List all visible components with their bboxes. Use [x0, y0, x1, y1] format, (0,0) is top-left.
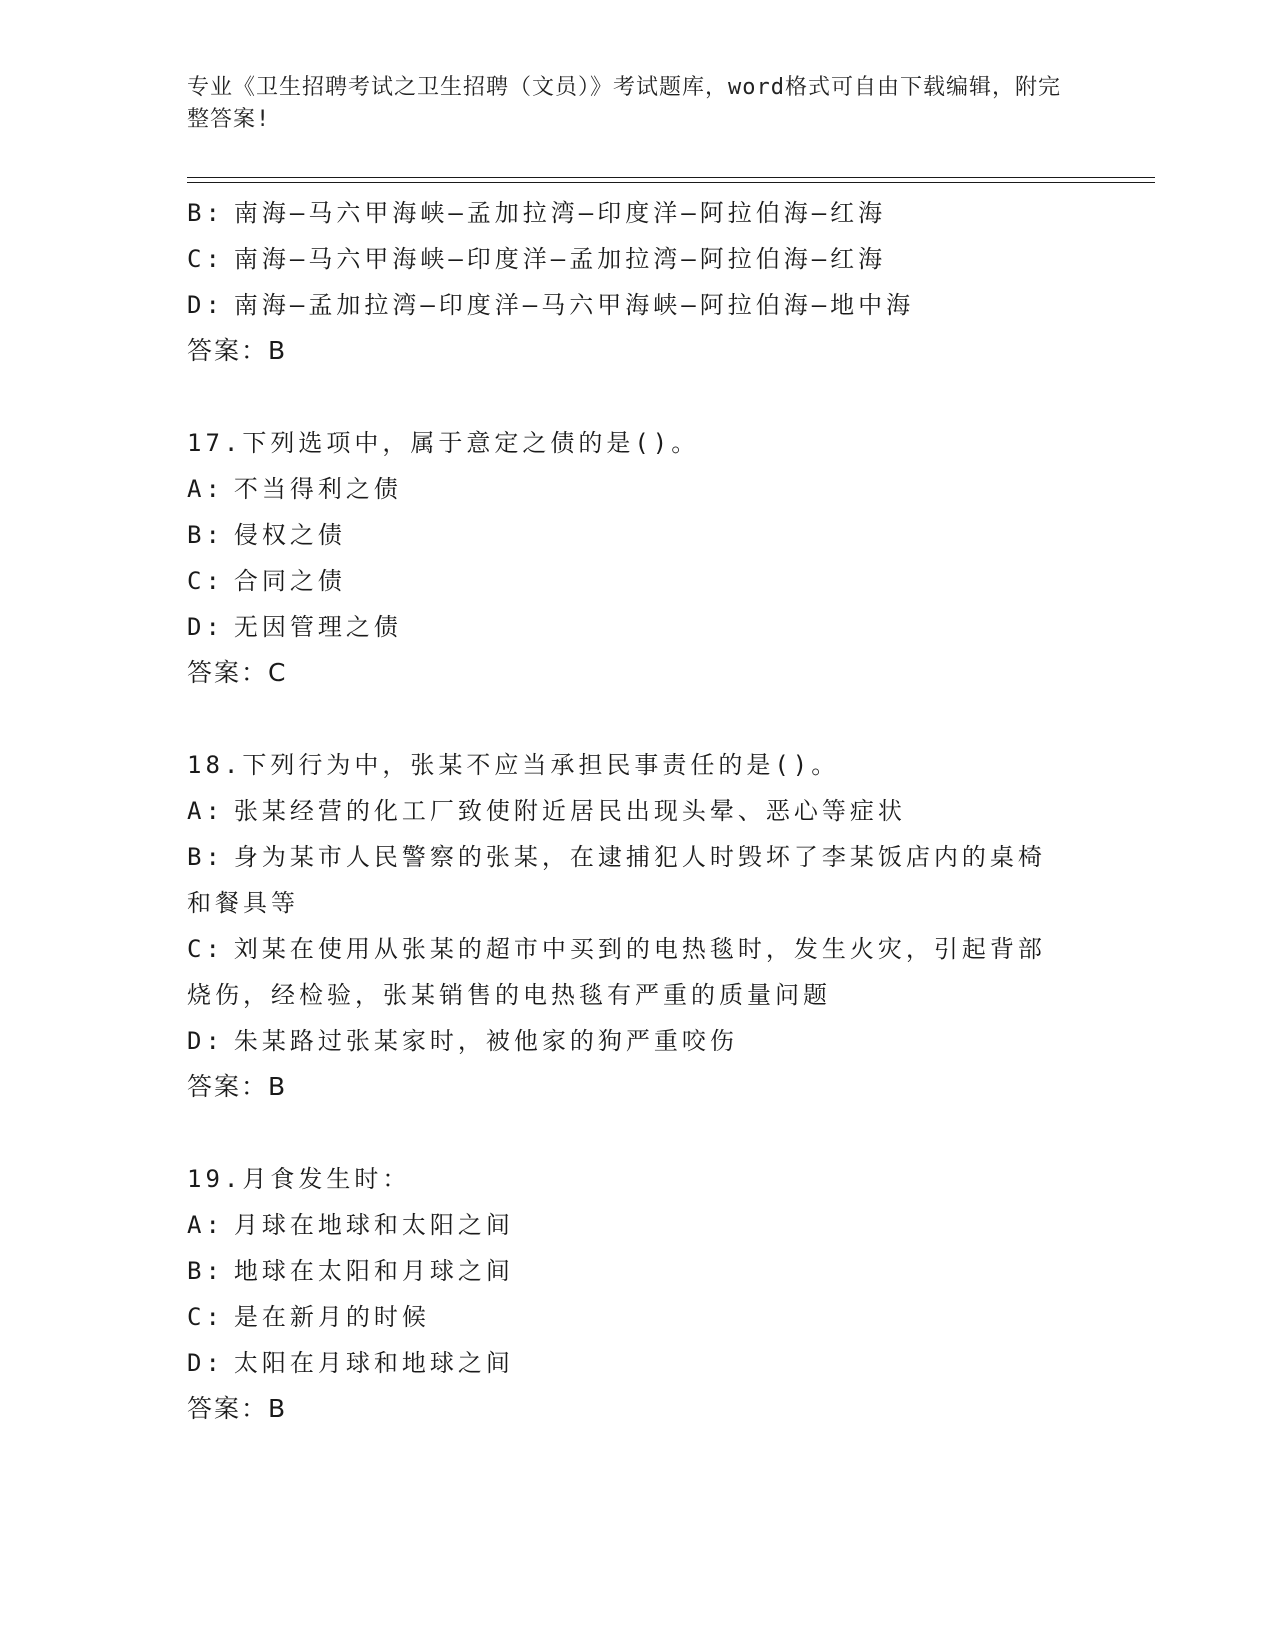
question-stem: 18.下列行为中，张某不应当承担民事责任的是()。 [187, 751, 840, 779]
continued-question [187, 190, 1087, 374]
option-text: 地球在太阳和月球之间 [233, 1257, 514, 1285]
option-text: 南海—孟加拉湾—印度洋—马六甲海峡—阿拉伯海—地中海 [233, 291, 915, 319]
option-b [187, 1248, 1087, 1294]
answer-line: 答案：B [187, 1072, 288, 1101]
option-d [187, 1340, 1087, 1386]
option-b [187, 190, 1087, 236]
option-c [187, 1294, 1087, 1340]
option-tag: C: [187, 1303, 224, 1331]
option-tag: D: [187, 1349, 224, 1377]
option-tag: B: [187, 521, 224, 549]
question-18 [187, 742, 1087, 1110]
option-tag: D: [187, 613, 224, 641]
question-content [187, 190, 1087, 1432]
option-a [187, 788, 1087, 834]
option-c [187, 558, 1087, 604]
header-rule-bottom [187, 182, 1155, 183]
option-text: 南海—马六甲海峡—印度洋—孟加拉湾—阿拉伯海—红海 [233, 245, 887, 273]
option-d [187, 1018, 1087, 1064]
option-tag: A: [187, 475, 224, 503]
option-text: 太阳在月球和地球之间 [233, 1349, 514, 1377]
option-text: 无因管理之债 [233, 613, 402, 641]
option-tag: A: [187, 1211, 224, 1239]
option-text: 身为某市人民警察的张某，在逮捕犯人时毁坏了李某饭店内的桌椅和餐具等 [187, 843, 1046, 917]
option-tag: B: [187, 1257, 224, 1285]
option-text: 不当得利之债 [233, 475, 402, 503]
header-rule-top [187, 177, 1155, 178]
option-text: 合同之债 [233, 567, 346, 595]
answer-line: 答案：C [187, 658, 288, 687]
option-a [187, 1202, 1087, 1248]
option-tag: A: [187, 797, 224, 825]
option-tag: B: [187, 843, 224, 871]
question-17 [187, 420, 1087, 696]
option-tag: C: [187, 245, 224, 273]
option-b [187, 834, 1047, 926]
option-a [187, 466, 1087, 512]
option-tag: C: [187, 935, 224, 963]
option-tag: D: [187, 291, 224, 319]
document-header: 专业《卫生招聘考试之卫生招聘（文员）》考试题库，word格式可自由下载编辑，附完整答案! [187, 75, 1061, 132]
option-c [187, 236, 1087, 282]
option-text: 南海—马六甲海峡—孟加拉湾—印度洋—阿拉伯海—红海 [233, 199, 887, 227]
option-text: 张某经营的化工厂致使附近居民出现头晕、恶心等症状 [233, 797, 906, 825]
question-stem: 17.下列选项中，属于意定之债的是()。 [187, 429, 700, 457]
option-tag: B: [187, 199, 224, 227]
question-stem: 19.月食发生时： [187, 1165, 411, 1193]
option-text: 月球在地球和太阳之间 [233, 1211, 514, 1239]
option-text: 侵权之债 [233, 521, 346, 549]
option-d [187, 282, 1087, 328]
option-d [187, 604, 1087, 650]
option-tag: C: [187, 567, 224, 595]
option-b [187, 512, 1087, 558]
option-text: 是在新月的时候 [233, 1303, 430, 1331]
answer-line: 答案：B [187, 1394, 288, 1423]
answer-line: 答案：B [187, 336, 288, 365]
option-text: 刘某在使用从张某的超市中买到的电热毯时，发生火灾，引起背部烧伤，经检验，张某销售的电热毯有严重的质量问题 [187, 935, 1046, 1009]
question-19 [187, 1156, 1087, 1432]
option-c [187, 926, 1047, 1018]
option-text: 朱某路过张某家时，被他家的狗严重咬伤 [233, 1027, 738, 1055]
option-tag: D: [187, 1027, 224, 1055]
